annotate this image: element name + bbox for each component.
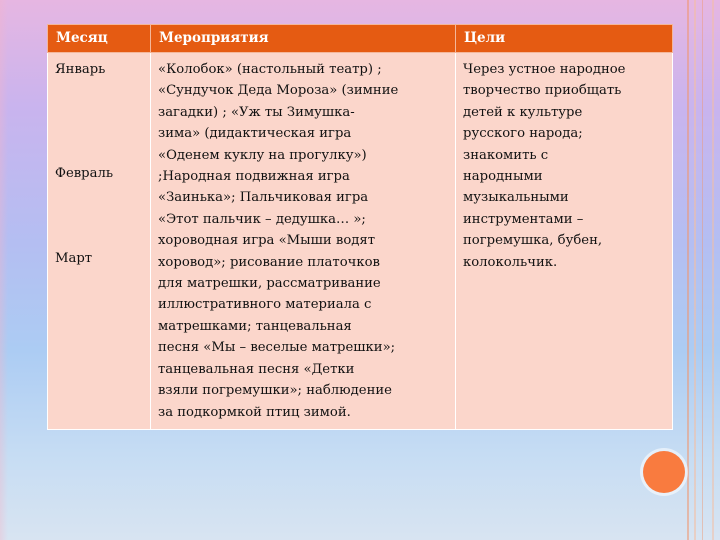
activity-line: «Оденем куклу на прогулку») [158,147,367,163]
decorative-circle [643,451,685,493]
goals-cell [456,53,673,430]
activity-line: «Колобок» (настольный театр) ; [158,62,382,77]
activity-line: «Заинька»; Пальчиковая игра [158,190,369,206]
header-activities: Мероприятия [151,25,456,53]
activity-line: хоровод»; рисование платочков [158,254,380,270]
activity-line: иллюстративного материала с [158,297,372,313]
table-row [48,53,673,430]
activity-line: «Этот пальчик – дедушка… »; [158,211,366,227]
header-month: Месяц [48,25,151,53]
activity-line: для матрешки, рассматривание [158,276,381,292]
activity-line: зима» (дидактическая игра [158,126,352,142]
left-edge-decoration [0,0,8,540]
activity-line: «Сундучок Деда Мороза» (зимние [158,83,399,99]
activity-line: загадки) ; «Уж ты Зимушка- [158,104,355,120]
goal-line: погремушка, бубен, [463,233,603,249]
activity-line: ;Народная подвижная игра [158,169,350,185]
goal-line: творчество приобщать [463,83,622,99]
plan-table [47,24,673,430]
goal-line: музыкальными [463,190,569,206]
activity-line: за подкормкой птиц зимой. [158,404,351,420]
goal-line: народными [463,169,543,185]
goal-line: инструментами – [463,211,584,227]
activity-line: хороводная игра «Мыши водят [158,233,376,249]
activity-line: взяли погремушки»; наблюдение [158,383,392,399]
activities-cell [151,53,456,430]
header-goals: Цели [456,25,673,53]
goal-line: русского народа; [463,126,583,142]
month-cell [48,53,151,430]
activity-line: матрешками; танцевальная [158,318,352,334]
activity-line: песня «Мы – веселые матрешки»; [158,340,396,356]
right-stripes-decoration [682,0,720,540]
header-row [48,25,673,53]
goal-line: Через устное народное [463,62,626,77]
month-january: Январь [55,62,106,77]
month-february: Февраль [55,166,114,182]
goal-line: знакомить с [463,147,549,163]
goal-line: детей к культуре [463,104,583,120]
goal-line: колокольчик. [463,254,558,270]
activity-line: танцевальная песня «Детки [158,361,355,377]
month-march: Март [55,250,93,266]
